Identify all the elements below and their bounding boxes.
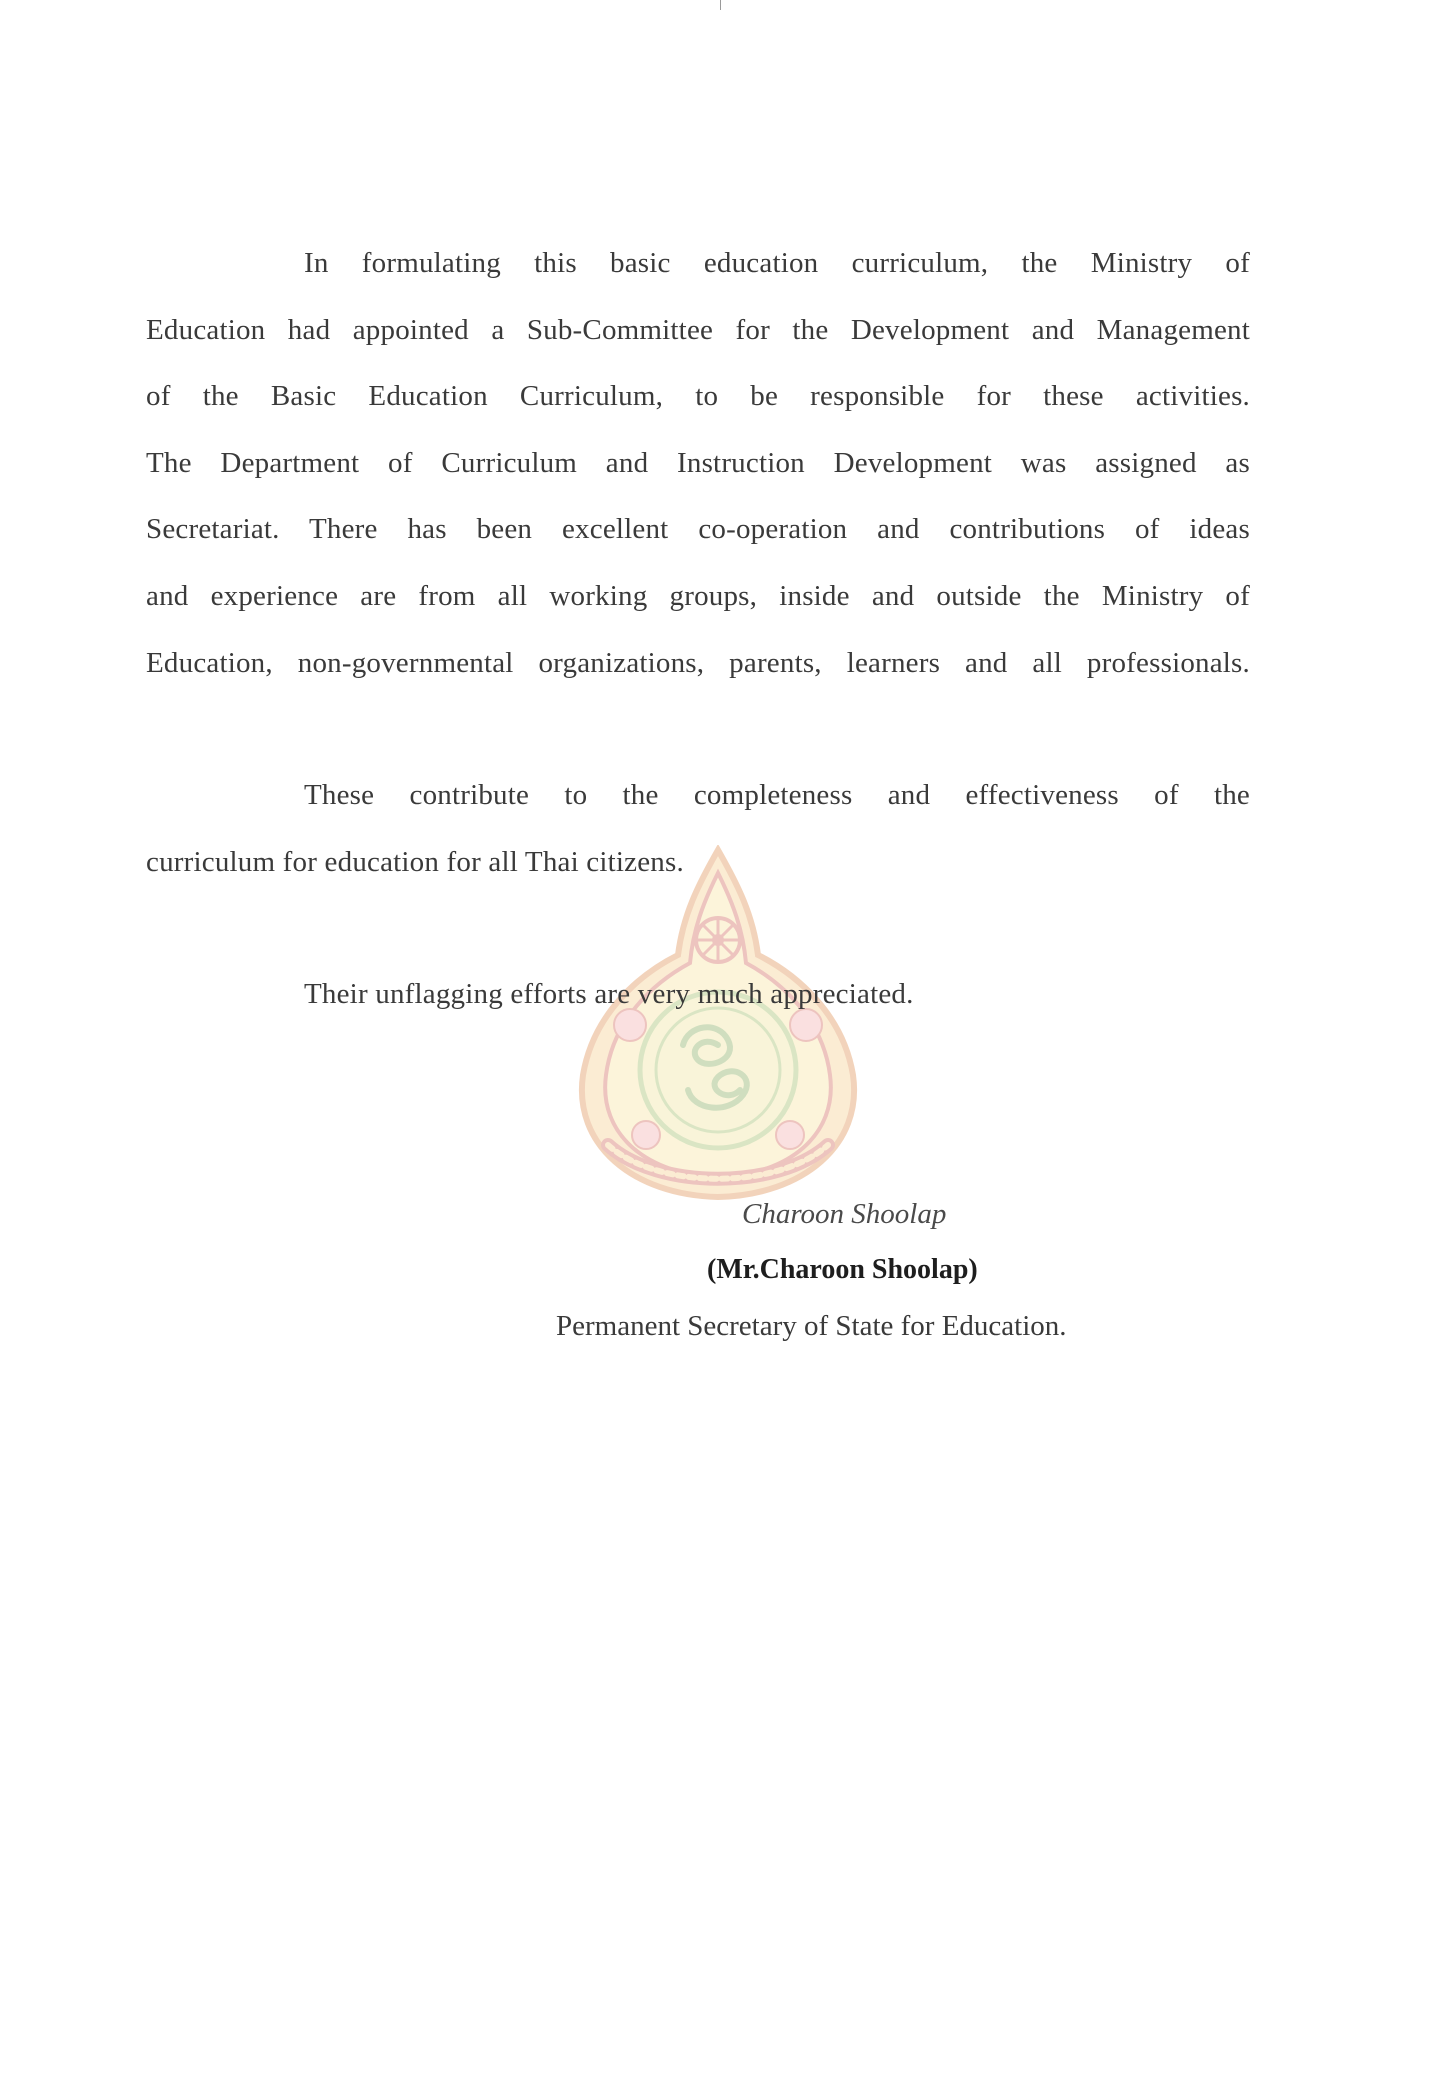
paragraph-3 (146, 961, 1250, 1028)
paragraph-1-line-5: Secretariat. There has been excellent co-operation and contributions of ideas (146, 513, 1250, 546)
signatory-title: Permanent Secretary of State for Education. (556, 1310, 1067, 1342)
signed-name: Charoon Shoolap (742, 1198, 947, 1230)
paragraph-1-line-4: The Department of Curriculum and Instruction Development was assigned as (146, 446, 1250, 479)
paragraph-1-line-7: Education, non-governmental organizations, parents, learners and all professionals. (146, 646, 1250, 679)
paragraph-1-line-3: of the Basic Education Curriculum, to be responsible for these activities. (146, 380, 1250, 413)
paragraph-1-line-2: Education had appointed a Sub-Committee for the Development and Management (146, 313, 1250, 346)
paragraph-1-line-1: In formulating this basic education curriculum, the Ministry of (304, 247, 1250, 279)
printed-name: (Mr.Charoon Shoolap) (707, 1254, 978, 1285)
paragraph-2 (146, 762, 1250, 895)
letter-body (146, 230, 1250, 1028)
paragraph-2-line-2: curriculum for education for all Thai citizens. (146, 845, 684, 878)
page-top-mark (720, 0, 721, 10)
paragraph-2-line-1: These contribute to the completeness and effectiveness of the (304, 779, 1250, 812)
paragraph-1-line-6: and experience are from all working groups, inside and outside the Ministry of (146, 579, 1250, 612)
paragraph-3-line-1: Their unflagging efforts are very much appreciated. (304, 978, 914, 1011)
paragraph-1 (146, 230, 1250, 696)
